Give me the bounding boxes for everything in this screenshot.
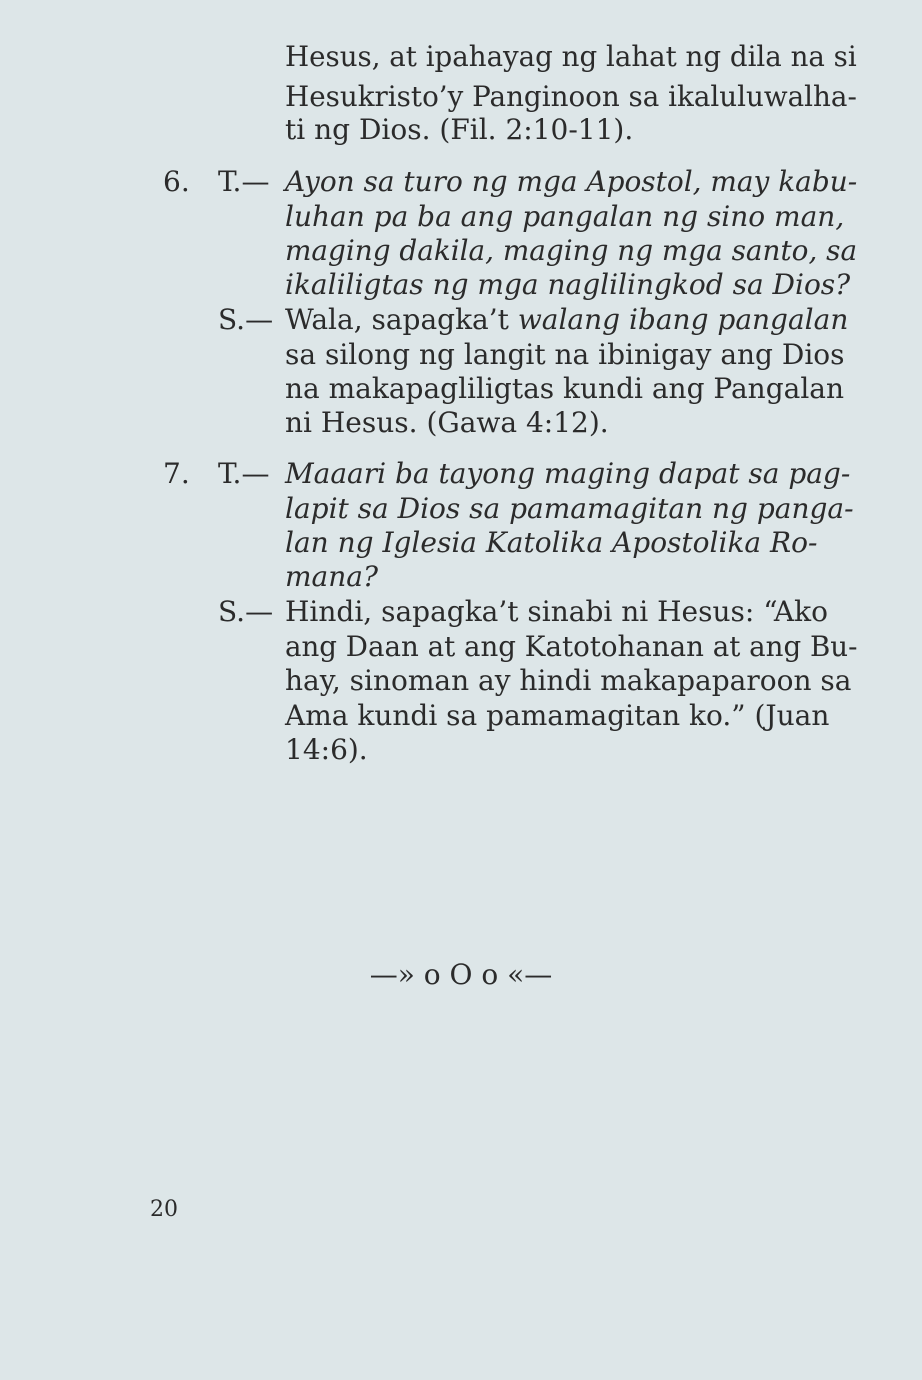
question-line: maging dakila, maging ng mga santo, sa: [285, 234, 858, 267]
answer-first-line: [285, 595, 828, 629]
answer-line: ni Hesus. (Gawa 4:12).: [285, 406, 609, 439]
answer-first-line: [285, 303, 848, 337]
answer-line: Ama kundi sa pamamagitan ko.” (Juan: [285, 699, 830, 732]
answer-line: na makapagliligtas kundi ang Pangalan: [285, 372, 845, 405]
item-number: 7.: [163, 457, 190, 490]
continuation-line: ti ng Dios. (Fil. 2:10-11).: [285, 113, 634, 146]
question-line: ikaliligtas ng mga naglilingkod sa Dios?: [285, 268, 851, 301]
question-label: T.—: [218, 457, 270, 490]
question-line: Ayon sa turo ng mga Apostol, may kabu-: [285, 165, 858, 198]
answer-line: 14:6).: [285, 733, 368, 766]
question-label: T.—: [218, 165, 270, 198]
question-line: lapit sa Dios sa pamamagitan ng panga-: [285, 492, 854, 525]
question-line: lan ng Iglesia Katolika Apostolika Ro-: [285, 526, 818, 559]
question-line: mana?: [285, 560, 378, 593]
continuation-line: Hesus, at ipahayag ng lahat ng dila na si: [285, 40, 857, 73]
question-line: luhan pa ba ang pangalan ng sino man,: [285, 200, 845, 233]
section-ornament: —» o O o «—: [369, 958, 553, 991]
answer-text: Wala, sapagka’t: [285, 303, 518, 336]
question-line: Maaari ba tayong maging dapat sa pag-: [285, 457, 851, 490]
answer-line: sa silong ng langit na ibinigay ang Dios: [285, 338, 845, 371]
answer-line: hay, sinoman ay hindi makapaparoon sa: [285, 664, 852, 697]
answer-label: S.—: [218, 595, 274, 628]
answer-label: S.—: [218, 303, 274, 336]
item-number: 6.: [163, 165, 190, 198]
page-number: 20: [150, 1197, 178, 1222]
answer-text: Hindi, sapagka’t sinabi ni Hesus: “Ako: [285, 595, 828, 628]
answer-emphasis: walang ibang pangalan: [517, 303, 849, 336]
continuation-line: Hesukristo’y Panginoon sa ikaluluwalha-: [285, 80, 857, 113]
answer-line: ang Daan at ang Katotohanan at ang Bu-: [285, 630, 858, 663]
